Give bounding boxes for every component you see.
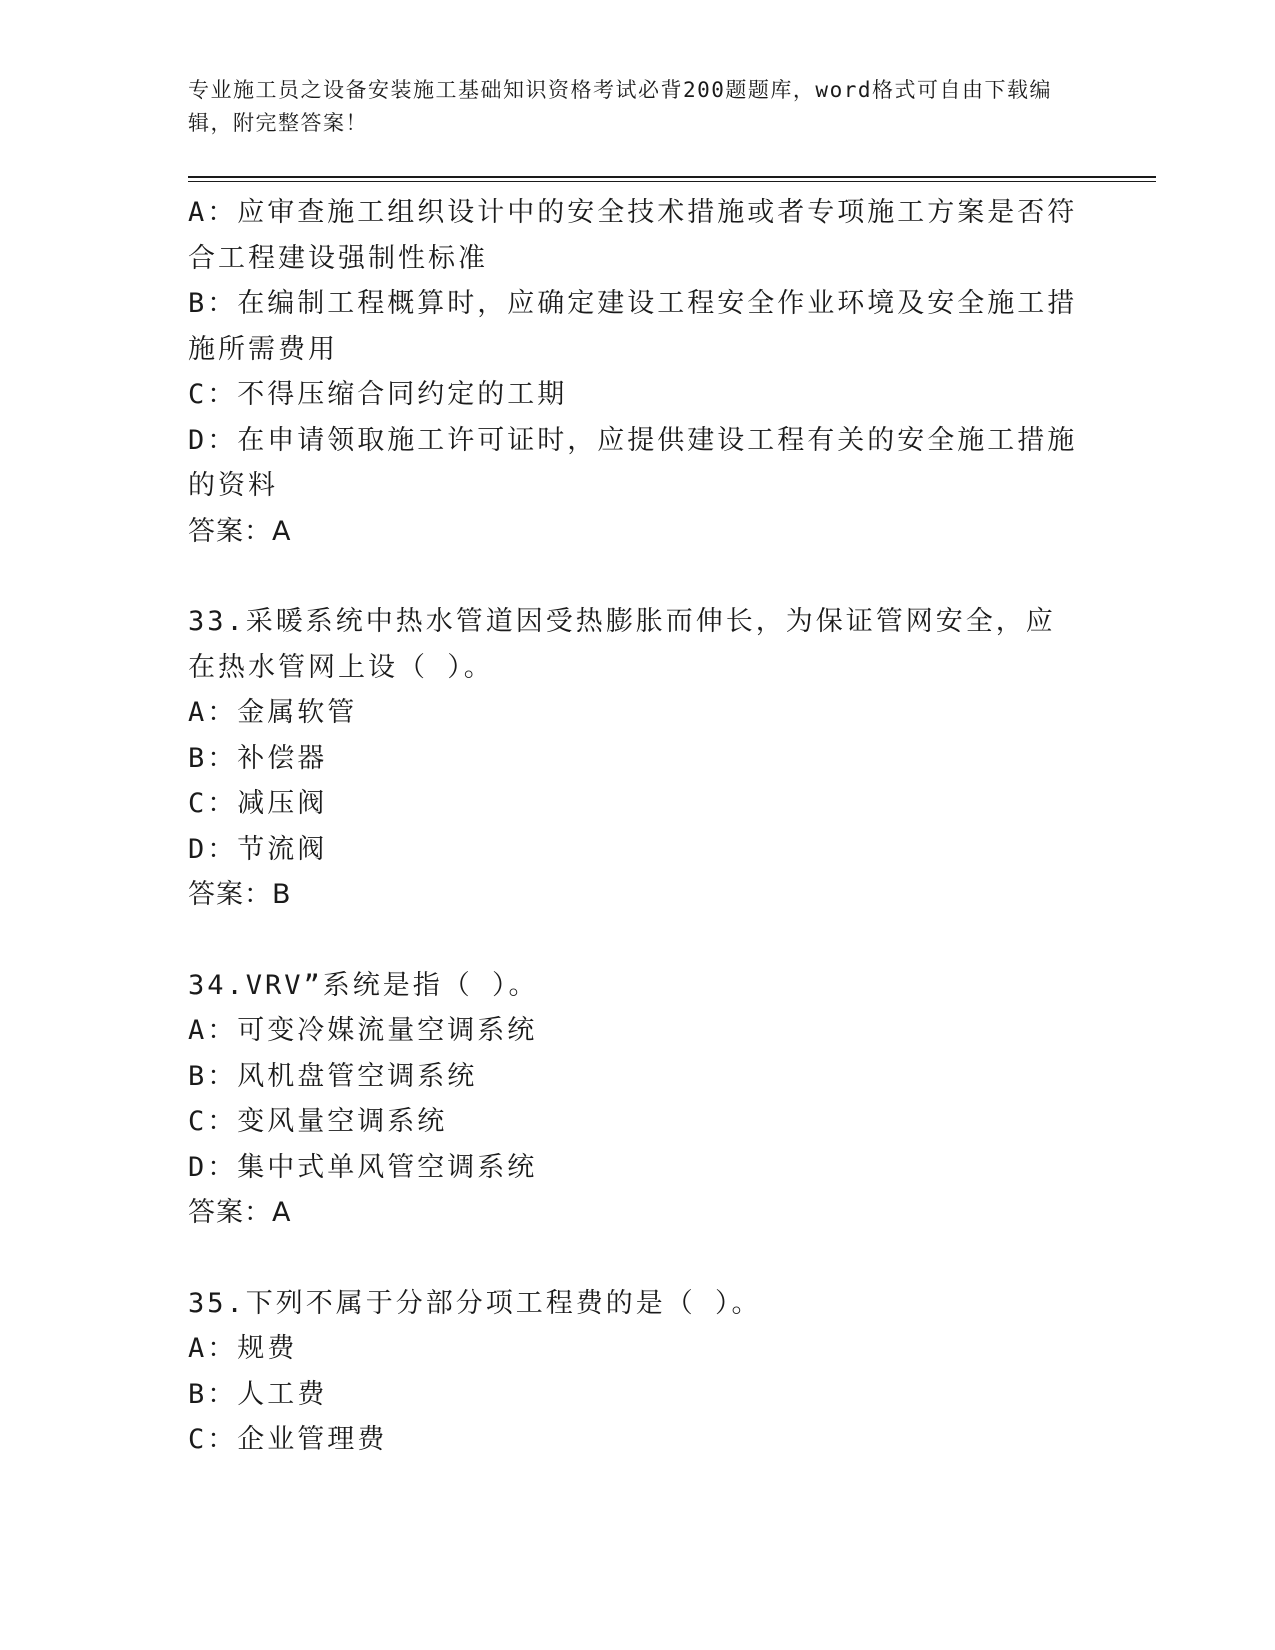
option-a: A：应审查施工组织设计中的安全技术措施或者专项施工方案是否符合工程建设强制性标准	[188, 197, 1078, 274]
option-d: D：在申请领取施工许可证时，应提供建设工程有关的安全施工措施的资料	[188, 424, 1078, 501]
option-c: C：减压阀	[188, 788, 328, 819]
option-d: D：节流阀	[188, 833, 328, 865]
option-b: B：人工费	[188, 1378, 328, 1410]
question-list	[188, 190, 1078, 1463]
option-a: A：金属软管	[188, 697, 358, 728]
question-32-continued	[188, 190, 1078, 554]
question-34	[188, 963, 1078, 1236]
option-b: B：风机盘管空调系统	[188, 1060, 478, 1092]
question-text: 33.采暖系统中热水管道因受热膨胀而伸长，为保证管网安全，应在热水管网上设（ ）。	[188, 606, 1056, 683]
answer: 答案：B	[188, 879, 292, 910]
option-c: C：不得压缩合同约定的工期	[188, 379, 568, 410]
document-header: 专业施工员之设备安装施工基础知识资格考试必背200题题库，word格式可自由下载编辑，附完整答案！	[188, 78, 1052, 135]
answer: 答案：A	[188, 1197, 292, 1228]
question-35	[188, 1281, 1078, 1463]
option-c: C：企业管理费	[188, 1424, 388, 1455]
option-a: A：规费	[188, 1333, 298, 1364]
option-d: D：集中式单风管空调系统	[188, 1151, 538, 1183]
header-divider-thick	[188, 176, 1156, 178]
header-divider-thin	[188, 181, 1156, 182]
option-b: B：在编制工程概算时，应确定建设工程安全作业环境及安全施工措施所需费用	[188, 288, 1078, 365]
question-text: 35.下列不属于分部分项工程费的是（ ）。	[188, 1287, 762, 1319]
option-c: C：变风量空调系统	[188, 1106, 448, 1137]
option-b: B：补偿器	[188, 742, 328, 774]
option-a: A：可变冷媒流量空调系统	[188, 1015, 538, 1046]
answer: 答案：A	[188, 515, 292, 547]
question-33	[188, 599, 1078, 918]
question-text: 34.VRV”系统是指（ ）。	[188, 969, 539, 1001]
